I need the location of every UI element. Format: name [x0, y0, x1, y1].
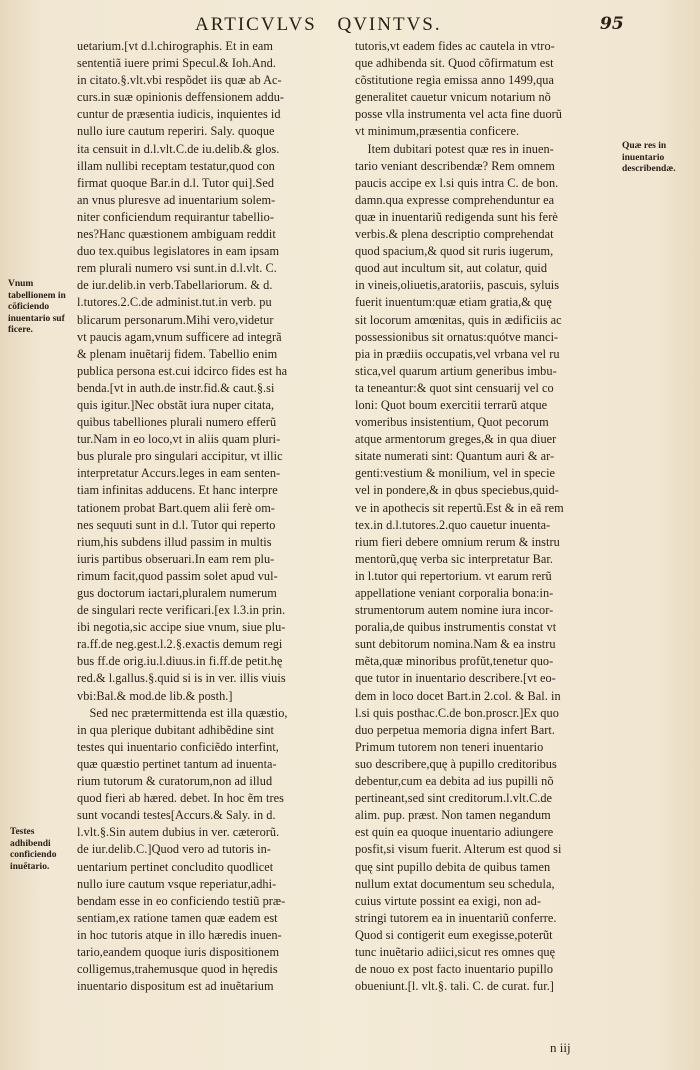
text-line: appellatione veniant corporalia bona:in- — [355, 586, 554, 600]
text-line: illam nullibi receptam testatur,quod con — [77, 158, 275, 173]
text-line: cuntur de præsentia iudicis, inquientes id — [77, 107, 281, 122]
text-line: quod fieri ab hæred. debet. In hoc ẽm tres — [77, 791, 284, 806]
text-line: que tutor in inuentario describere.[vt eo- — [355, 671, 556, 686]
text-line: inuentario dispositum est ad inuẽtarium — [77, 979, 274, 994]
text-line: tario,eandem quoque iuris dispositionem — [77, 944, 280, 959]
text-line: quibus tabelliones plurali numero efferũ — [77, 415, 277, 430]
text-line: generalitet cauetur vnicum notarium nõ — [355, 90, 551, 105]
text-line: de iur.delib.C.]Quod vero ad tutoris in- — [77, 842, 271, 857]
text-line: in citato.§.vlt.vbi respõdet iis quæ ab Ac- — [77, 73, 282, 88]
text-line: vt minimum,præsentia conficere. — [355, 124, 520, 139]
text-line: curs.in suæ opinionis deffensionem addu- — [77, 90, 285, 105]
text-line: que adhibenda sit. Quod cõfirmatum est — [355, 56, 554, 71]
text-line: sunt debitorum nomina.Nam & ea instru — [355, 637, 556, 652]
text-line: nes sequuti sunt in d.l. Tutor qui reperto — [77, 517, 276, 532]
text-line: pia in prædiis occupatis,vel vrbana vel ru — [355, 346, 560, 361]
margin-note-testes-adhibendi: Testes adhibendi conficiendo inuẽtario. — [10, 827, 57, 872]
text-line: rem plurali numero vsi sunt.in d.l.vlt. C. — [77, 261, 277, 276]
text-line: colligemus,trahemusque quod in hęredis — [77, 962, 278, 977]
text-line: Primum tutorem non teneri inuentario — [355, 739, 544, 754]
running-title: ARTICVLVS QVINTVS. — [195, 14, 442, 35]
text-line: est quin ea quoque inuentario adiungere — [355, 825, 554, 840]
text-line: duo perpetua memoria digna infert Bart. — [355, 722, 555, 737]
text-line: bus ff.de orig.iu.l.diuus.in fi.ff.de petit.hę — [77, 654, 283, 669]
text-line: tunc inuẽtario adiici,sicut res omnes quę — [355, 944, 556, 959]
text-line: damn.qua expresse comprehenduntur ea — [355, 192, 555, 207]
margin-note-unum-tabellionem: Vnum tabellionem in cõficiendo inuentario suf ficere. — [8, 279, 66, 336]
text-line: rium,his subdens illud passim in multis — [77, 534, 272, 549]
text-line: Quod si contigerit eum exegisse,poterũt — [355, 927, 553, 942]
text-line: nes?Hanc quæstionem ambiguam reddit — [77, 227, 276, 242]
text-line: tex.in d.l.tutores.2.quo cauetur inuenta- — [355, 517, 551, 532]
text-line: rium tutorum & curatorum,non ad illud — [77, 774, 273, 789]
text-line: rimum facit,quod passim solet apud vul- — [77, 568, 278, 583]
text-line: sentiam,ex ratione tamen quæ eadem est — [77, 910, 278, 925]
signature-mark: n iij — [550, 1040, 571, 1055]
text-line: debentur,cum ea debita ad ius pupilli nõ — [355, 774, 554, 789]
text-line: bendam esse in eo conficiendo testiũ præ- — [77, 893, 286, 908]
text-line: vt paucis agam,vnum sufficere ad integrã — [77, 329, 282, 344]
text-line: posse vlla instrumenta vel acta fine duorũ — [355, 107, 562, 122]
text-line: paucis accipe ex l.si quis intra C. de bon. — [355, 175, 559, 190]
text-line: rium fieri debere omnium rerum & instru — [355, 534, 560, 549]
text-line: interpretatur Accurs.leges in eam senten- — [77, 466, 281, 481]
text-line: l.si quis posthac.C.de bon.proscr.]Ex quo — [355, 705, 559, 720]
text-line: tur.Nam in eo loco,vt in aliis quam pluri- — [77, 432, 281, 447]
text-line: ita censuit in d.l.vlt.C.de iu.delib.& glos. — [77, 141, 280, 156]
text-line: loni: Quot boum exercitii terrarũ atque — [355, 397, 548, 412]
text-line: l.tutores.2.C.de administ.tut.in verb. pu — [77, 295, 272, 310]
text-line: dem in loco docet Bart.in 2.col. & Bal. in — [355, 688, 561, 703]
text-line: pertineant,sed sint creditorum.l.vlt.C.de — [355, 791, 553, 806]
text-line: gus doctorum iactari,pluralem numerum — [77, 586, 277, 600]
text-line: firmat quoque Bar.in d.l. Tutor qui].Sed — [77, 175, 275, 190]
text-line: de singulari recte verificari.[ex l.3.in prin. — [77, 603, 286, 618]
text-line: sit locorum amœnitas, quis in ædificiis ac — [355, 312, 562, 327]
text-line: tario veniant describendæ? Rem omnem — [355, 158, 555, 173]
text-line: nullum extat documentum seu schedula, — [355, 876, 555, 891]
text-line: strumentorum autem nomine iura incor- — [355, 603, 554, 618]
text-line: in qua plerique dubitant adhibẽdine sint — [77, 722, 274, 737]
text-line: & plenam inuẽtarij fidem. Tabellio enim — [77, 346, 278, 361]
text-line: ta teneantur:& quot sint censuarij vel co — [355, 380, 554, 395]
text-line: mentorũ,quę verba sic interpretatur Bar. — [355, 551, 553, 566]
text-line: alim. pup. præst. Non tamen negandum — [355, 808, 551, 823]
text-line: vomeribus insistentium, Quot pecorum — [355, 415, 549, 430]
text-line: Sed nec prætermittenda est illa quæstio, — [77, 705, 288, 720]
text-line: benda.[vt in auth.de instr.fid.& caut.§.si — [77, 380, 275, 395]
text-line: Item dubitari potest quæ res in inuen- — [355, 141, 554, 156]
text-line: verbis.& plena descriptio comprehendat — [355, 227, 554, 242]
text-line: posfit,si visum fuerit. Alterum est quod si — [355, 842, 562, 857]
text-line: quod aut incultum sit, aut colatur, quid — [355, 261, 548, 276]
text-line: quę sint pupillo debita de quibus tamen — [355, 859, 551, 874]
text-line: possessionibus sit ornatus:quótve manci- — [355, 329, 559, 344]
text-line: in l.tutor qui repertorium. vt earum rerũ — [355, 568, 552, 583]
text-line: de iur.delib.in verb.Tabellariorum. & d. — [77, 278, 273, 293]
left-text-column — [77, 38, 342, 995]
text-line: tiam infinitas adducens. Et hanc interpre — [77, 483, 278, 498]
text-line: publica persona est.cui idcirco fides est ha — [77, 363, 288, 378]
text-line: bus plurale pro singulari accipitur, vt illic — [77, 449, 283, 464]
text-line: stringi tutorem ea in inuentariũ conferre. — [355, 910, 557, 925]
text-line: poralia,de quibus instrumentis constat vt — [355, 620, 557, 635]
text-line: atque armentorum greges,& in qua diuer — [355, 432, 557, 447]
text-line: ibi negotia,sic accipe siue vnum, siue plu- — [77, 620, 286, 635]
text-line: suo describere,quę à pupillo creditoribus — [355, 756, 557, 771]
right-text-column — [355, 38, 620, 995]
text-line: duo tex.quibus legislatores in eam ipsam — [77, 244, 280, 259]
margin-note-quae-res: Quæ res in inuentario describendæ. — [622, 141, 676, 175]
text-line: an vnus pluresve ad inuentarium solem- — [77, 192, 276, 207]
text-line: mẽta,quæ minoribus profũt,tenetur quo- — [355, 654, 554, 669]
text-line: ve in apothecis sit repertũ.Est & in eã rem — [355, 500, 564, 515]
text-line: sitate numerati sint: Quantum auri & ar- — [355, 449, 555, 464]
text-line: cuius virtute possint ea exigi, non ad- — [355, 893, 542, 908]
text-line: cõstitutione regia emissa anno 1499,qua — [355, 73, 554, 88]
text-line: fuerit inuentum:quæ etiam gratia,& quę — [355, 295, 552, 310]
text-line: sunt vocandi testes[Accurs.& Saly. in d. — [77, 808, 276, 823]
text-line: uentarium pertinet concludito quodlicet — [77, 859, 274, 874]
text-line: vbi:Bal.& mod.de lib.& posth.] — [77, 688, 233, 703]
text-line: genti:vestium & monilium, vel in specie — [355, 466, 556, 481]
text-line: testes qui inuentario conficiẽdo interfint, — [77, 739, 279, 754]
page-header — [0, 14, 700, 40]
text-line: iuris partibus obseruari.In eam rem plu- — [77, 551, 275, 566]
text-line: nullo iure cautum vsque reperiatur,adhi- — [77, 876, 277, 891]
text-line: sententiã iuere primi Specul.& Ioh.And. — [77, 56, 276, 71]
text-line: tationem probat Bart.quem alii ferè om- — [77, 500, 275, 515]
folio-number: 95 — [600, 14, 624, 34]
text-line: red.& l.gallus.§.quid si is in ver. illis viuis — [77, 671, 286, 686]
text-line: quis igitur.]Nec obstãt iura nuper citata, — [77, 397, 275, 412]
text-line: de nouo ex post facto inuentario pupillo — [355, 962, 554, 977]
text-line: niter conficiendum requirantur tabellio- — [77, 209, 274, 224]
text-line: stica,vel quarum artium generibus imbu- — [355, 363, 557, 378]
text-line: quæ in inuentariũ redigenda sunt his ferè — [355, 209, 558, 224]
text-line: quæ quæstio pertinet tantum ad inuenta- — [77, 756, 277, 771]
text-line: vel in pondere,& in qbus speciebus,quid- — [355, 483, 559, 498]
text-line: in hoc tutoris atque in illo hæredis inuen- — [77, 927, 282, 942]
text-line: tutoris,vt eadem fides ac cautela in vtro- — [355, 39, 555, 53]
text-line: uetarium.[vt d.l.chirographis. Et in eam — [77, 39, 273, 53]
text-line: ra.ff.de neg.gest.l.2.§.exactis demum regi — [77, 637, 283, 652]
text-line: l.vlt.§.Sin autem dubius in ver. cæterorũ. — [77, 825, 280, 840]
text-line: nullo iure cautum reperiri. Saly. quoque — [77, 124, 275, 139]
text-line: quod spacium,& quod sit ruris iugerum, — [355, 244, 554, 259]
text-line: obueniunt.[l. vlt.§. tali. C. de curat. fur.] — [355, 979, 554, 994]
text-line: blicarum personarum.Mihi vero,videtur — [77, 312, 274, 327]
text-line: in vineis,oliuetis,aratoriis, pascuis, syluis — [355, 278, 560, 293]
